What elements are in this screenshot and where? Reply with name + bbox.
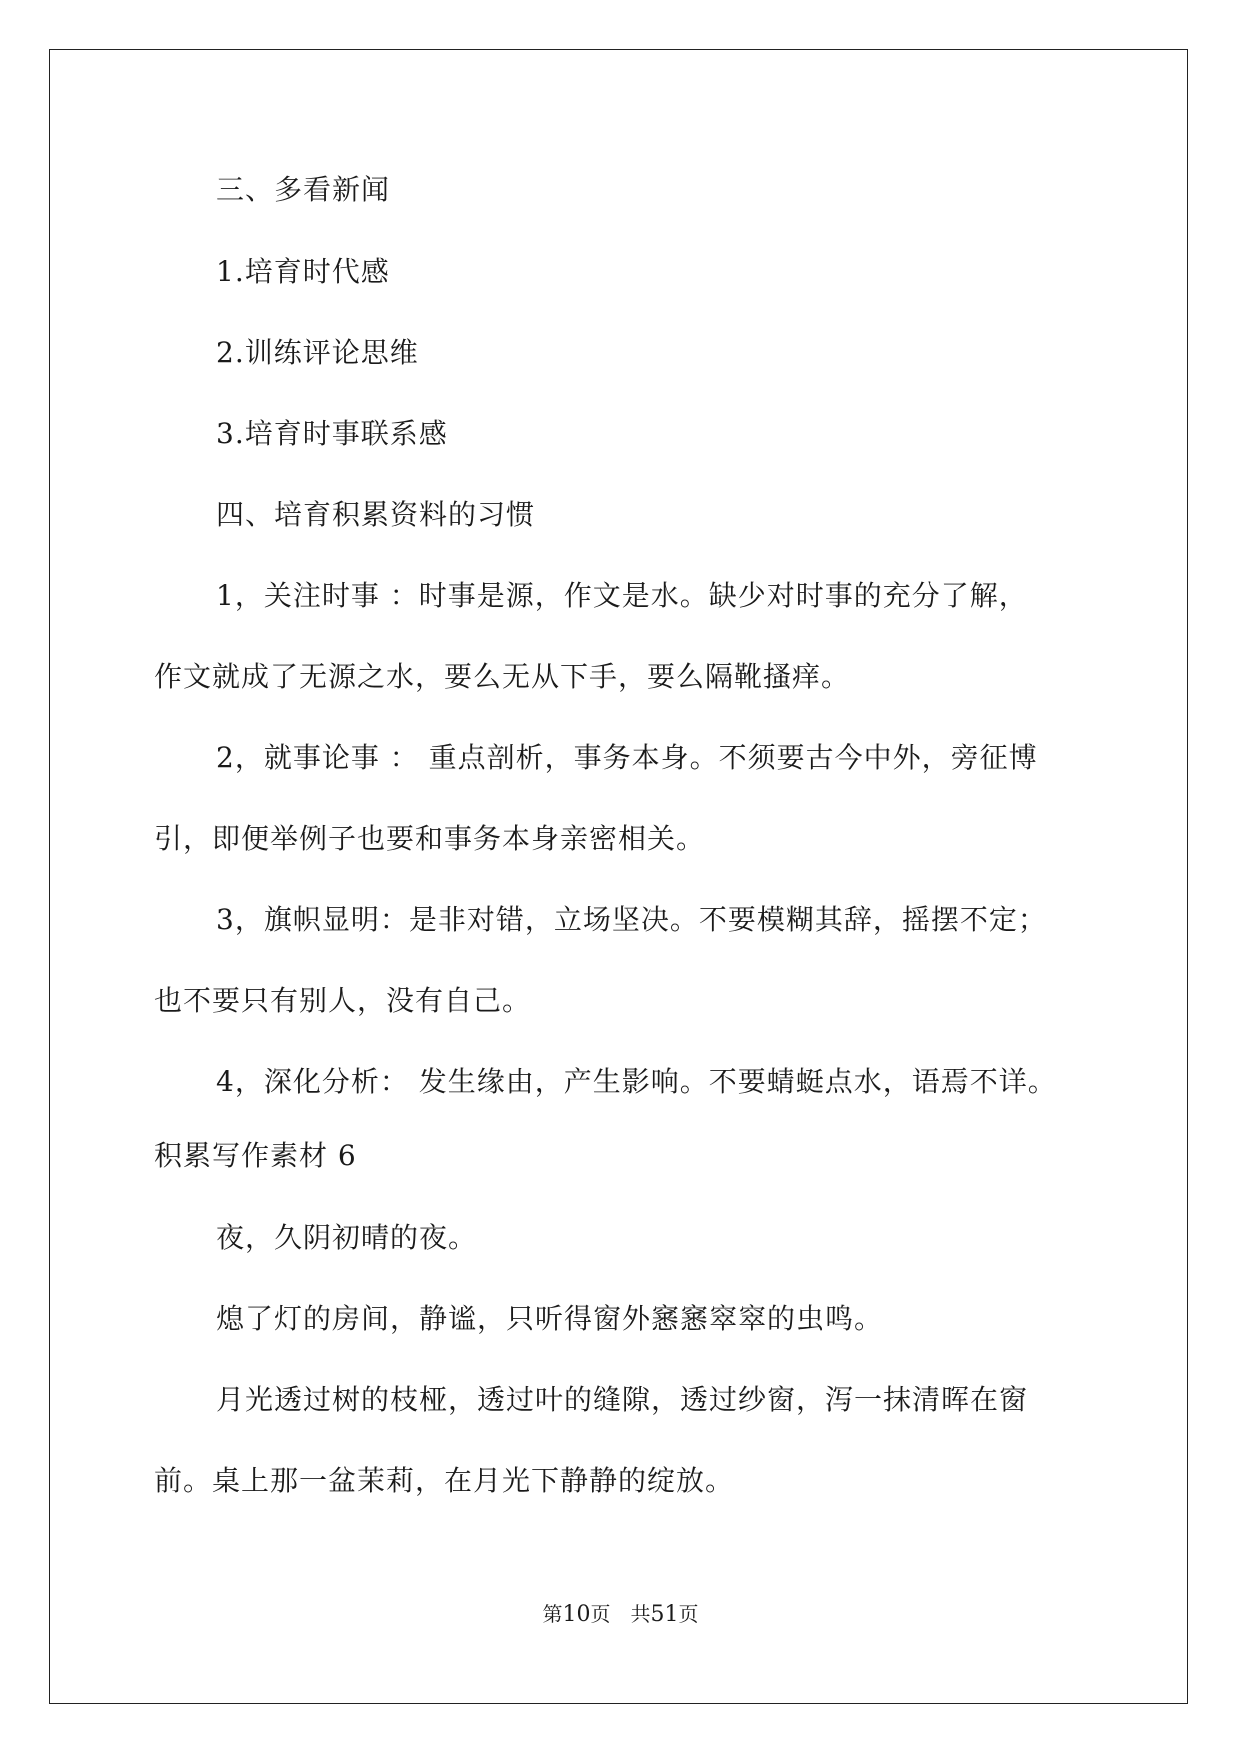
list-item: 1.培育时代感 — [216, 255, 390, 288]
list-item: 2.训练评论思维 — [216, 336, 419, 369]
paragraph-line: 3，旗帜显明：是非对错，立场坚决。不要模糊其辞，摇摆不定； — [216, 903, 1047, 936]
page-mid: 页 共 — [590, 1602, 651, 1626]
paragraph-line: 1，关注时事 ：时事是源，作文是水。缺少对时事的充分了解， — [216, 579, 1028, 612]
paragraph-line: 4，深化分析： 发生缘由，产生影响。不要蜻蜓点水，语焉不详。 — [216, 1065, 1057, 1098]
page-total: 51 — [650, 1602, 679, 1627]
page-current: 10 — [562, 1602, 591, 1627]
paragraph-line: 夜，久阴初晴的夜。 — [216, 1221, 478, 1254]
section-heading-habits: 四、培育积累资料的习惯 — [216, 498, 536, 531]
paragraph-line: 引，即便举例子也要和事务本身亲密相关。 — [154, 822, 706, 855]
section-title-material-6: 积累写作素材 6 — [154, 1139, 357, 1172]
paragraph-line: 前。桌上那一盆茉莉，在月光下静静的绽放。 — [154, 1464, 735, 1497]
page-prefix: 第 — [542, 1602, 563, 1626]
paragraph-line: 也不要只有别人，没有自己。 — [154, 984, 532, 1017]
paragraph-line: 熄了灯的房间，静谧，只听得窗外窸窸窣窣的虫鸣。 — [216, 1302, 884, 1335]
page-suffix: 页 — [678, 1602, 699, 1626]
section-heading-news: 三、多看新闻 — [216, 173, 391, 206]
list-item: 3.培育时事联系感 — [216, 417, 448, 450]
paragraph-line: 2，就事论事 ： 重点剖析，事务本身。不须要古今中外，旁征博 — [216, 741, 1038, 774]
page-border — [49, 49, 1188, 1704]
paragraph-line: 作文就成了无源之水，要么无从下手，要么隔靴搔痒。 — [154, 660, 851, 693]
page-footer — [0, 1600, 1241, 1629]
paragraph-line: 月光透过树的枝桠，透过叶的缝隙，透过纱窗，泻一抹清晖在窗 — [216, 1383, 1029, 1416]
